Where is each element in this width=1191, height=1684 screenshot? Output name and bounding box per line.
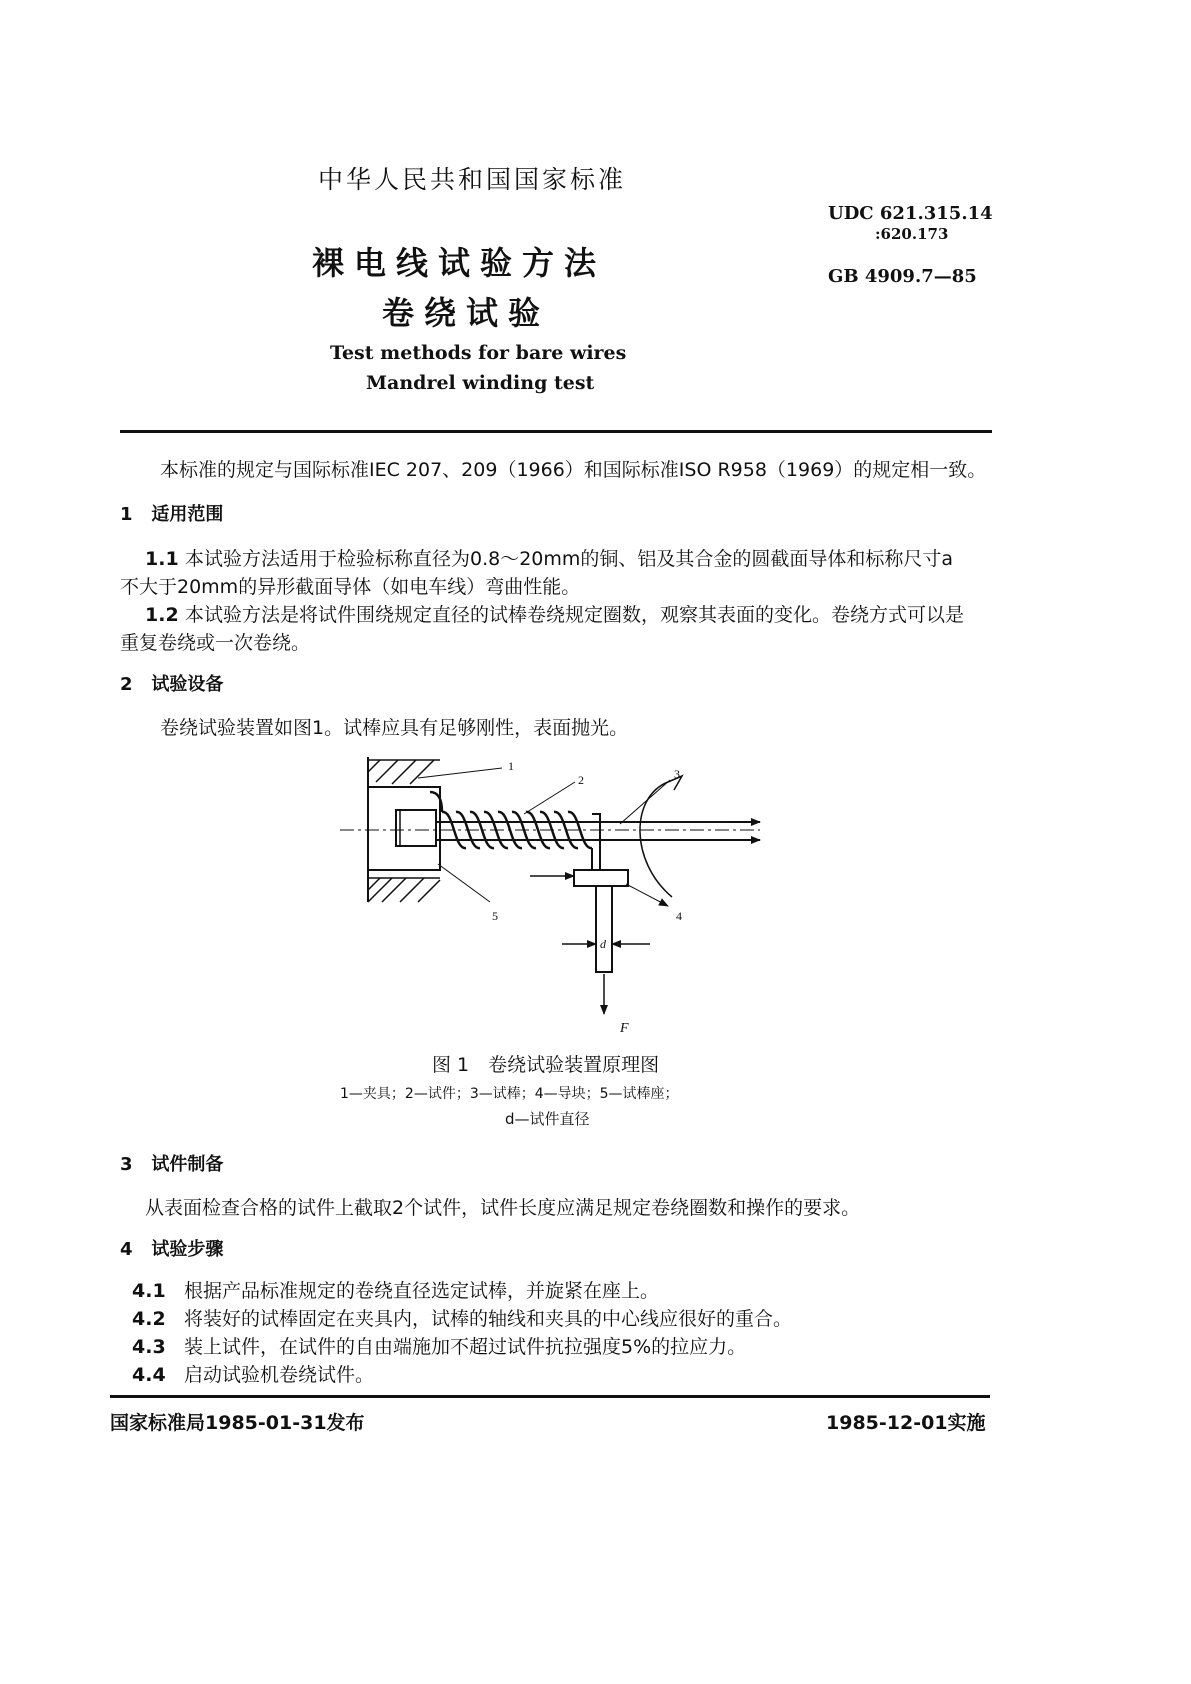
section-3-text: 从表面检查合格的试件上截取2个试件，试件长度应满足规定卷绕圈数和操作的要求。 bbox=[145, 1197, 861, 1219]
step-4-1-number: 4.1 bbox=[132, 1280, 166, 1302]
clamp-fixture bbox=[368, 787, 440, 870]
udc-code-sub: :620.173 bbox=[875, 225, 949, 243]
figure-1-legend-d: d—试件直径 bbox=[505, 1110, 590, 1128]
label-1: 1 bbox=[508, 759, 514, 773]
title-en-line2: Mandrel winding test bbox=[366, 372, 595, 394]
section-4-title: 试验步骤 bbox=[151, 1239, 224, 1260]
section-1-title: 适用范围 bbox=[151, 504, 224, 525]
section-2-heading bbox=[120, 670, 223, 696]
effective-date: 1985-12-01实施 bbox=[826, 1412, 986, 1434]
step-4-4-number: 4.4 bbox=[132, 1364, 166, 1386]
step-4-3-number: 4.3 bbox=[132, 1336, 166, 1358]
section-1-number: 1 bbox=[120, 504, 133, 525]
para-1-1-line1 bbox=[145, 544, 953, 571]
title-cn-line1: 裸电线试验方法 bbox=[312, 244, 607, 282]
figure-1-caption: 图 1 卷绕试验装置原理图 bbox=[432, 1054, 660, 1076]
issued-date: 国家标准局1985-01-31发布 bbox=[110, 1412, 365, 1434]
rod-holder bbox=[396, 810, 436, 846]
step-4-2-text: 将装好的试棒固定在夹具内，试棒的轴线和夹具的中心线应很好的重合。 bbox=[184, 1308, 793, 1330]
step-4-4 bbox=[132, 1360, 374, 1387]
udc-code: UDC 621.315.14 bbox=[828, 203, 993, 224]
step-4-3 bbox=[132, 1332, 746, 1359]
section-1-heading bbox=[120, 500, 223, 526]
footer-divider bbox=[110, 1395, 990, 1398]
section-3-number: 3 bbox=[120, 1154, 133, 1175]
section-2-text: 卷绕试验装置如图1。试棒应具有足够刚性，表面抛光。 bbox=[160, 717, 629, 739]
wall-hatching bbox=[368, 760, 440, 902]
label-force: F bbox=[620, 1021, 629, 1036]
title-en-line1: Test methods for bare wires bbox=[330, 342, 627, 364]
section-2-number: 2 bbox=[120, 674, 133, 695]
label-d: d bbox=[600, 937, 606, 951]
title-cn-line2: 卷绕试验 bbox=[382, 294, 551, 332]
label-3: 3 bbox=[674, 767, 680, 781]
label-4: 4 bbox=[676, 909, 682, 923]
figure-1-diagram bbox=[330, 752, 780, 1042]
step-4-1 bbox=[132, 1276, 659, 1303]
para-1-2-line1 bbox=[145, 600, 964, 627]
step-4-3-text: 装上试件，在试件的自由端施加不超过试件抗拉强度5%的拉应力。 bbox=[184, 1336, 747, 1358]
para-1-2-number: 1.2 bbox=[145, 604, 179, 626]
section-3-heading bbox=[120, 1150, 223, 1176]
step-4-1-text: 根据产品标准规定的卷绕直径选定试棒，并旋紧在座上。 bbox=[184, 1280, 660, 1302]
label-5: 5 bbox=[492, 909, 498, 923]
intro-paragraph: 本标准的规定与国际标准IEC 207、209（1966）和国际标准ISO R958（1969）的规定相一致。 bbox=[160, 459, 987, 481]
step-4-2 bbox=[132, 1304, 792, 1331]
step-4-2-number: 4.2 bbox=[132, 1308, 166, 1330]
figure-1-legend: 1—夹具；2—试件；3—试棒；4—导块；5—试棒座； bbox=[340, 1086, 679, 1102]
gb-number: GB 4909.7—85 bbox=[828, 266, 977, 287]
para-1-1-text: 本试验方法适用于检验标称直径为0.8～20mm的铜、铝及其合金的圆截面导体和标称尺寸a bbox=[185, 548, 954, 570]
guide-block bbox=[574, 870, 628, 886]
para-1-2-text: 本试验方法是将试件围绕规定直径的试棒卷绕规定圈数，观察其表面的变化。卷绕方式可以是 bbox=[185, 604, 965, 626]
vertical-specimen bbox=[596, 886, 612, 972]
para-1-1-line2: 不大于20mm的异形截面导体（如电车线）弯曲性能。 bbox=[120, 576, 581, 598]
header-divider bbox=[120, 430, 992, 433]
section-2-title: 试验设备 bbox=[151, 674, 224, 695]
section-4-heading bbox=[120, 1235, 223, 1261]
section-4-number: 4 bbox=[120, 1239, 133, 1260]
section-3-title: 试件制备 bbox=[151, 1154, 224, 1175]
label-2: 2 bbox=[578, 773, 584, 787]
step-4-4-text: 启动试验机卷绕试件。 bbox=[184, 1364, 375, 1386]
para-1-2-line2: 重复卷绕或一次卷绕。 bbox=[120, 632, 311, 654]
national-standard-label: 中华人民共和国国家标准 bbox=[318, 165, 627, 194]
para-1-1-number: 1.1 bbox=[145, 548, 179, 570]
